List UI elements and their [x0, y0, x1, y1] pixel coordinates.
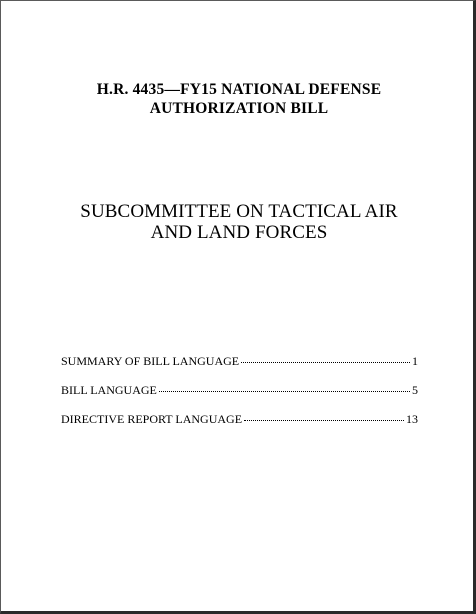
toc-page-number: 13	[406, 412, 418, 426]
toc-entry-bill-language[interactable]	[61, 383, 418, 412]
toc-dot-leader	[241, 361, 410, 363]
toc-page-number: 1	[412, 354, 418, 368]
subcommittee-line: SUBCOMMITTEE ON TACTICAL AIR	[80, 201, 398, 222]
subcommittee-heading	[1, 201, 476, 243]
toc-entry-label: BILL LANGUAGE	[61, 383, 157, 397]
bill-title	[1, 80, 476, 118]
toc-page-number: 5	[412, 383, 418, 397]
toc-entry-label: DIRECTIVE REPORT LANGUAGE	[61, 412, 243, 426]
toc-dot-leader	[159, 390, 410, 392]
bill-title-line: AUTHORIZATION BILL	[149, 100, 329, 117]
subcommittee-line: AND LAND FORCES	[150, 222, 328, 243]
table-of-contents	[61, 354, 418, 441]
bill-title-line: H.R. 4435—FY15 NATIONAL DEFENSE	[96, 81, 382, 98]
toc-dot-leader	[244, 419, 404, 421]
toc-entry-summary[interactable]	[61, 354, 418, 383]
toc-entry-label: SUMMARY OF BILL LANGUAGE	[61, 354, 240, 368]
toc-entry-directive-report[interactable]	[61, 412, 418, 441]
